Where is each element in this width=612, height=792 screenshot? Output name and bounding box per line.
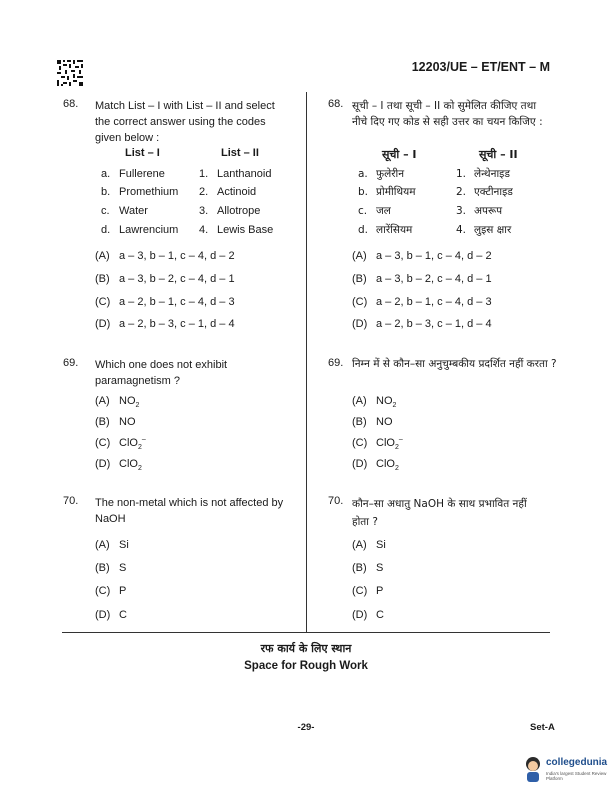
q69-option-c-hi[interactable] <box>352 436 403 452</box>
q68-option-d-en[interactable] <box>95 318 235 330</box>
row-num: 4. <box>456 224 467 236</box>
option-key: (D) <box>352 458 368 470</box>
list-row-hi <box>358 203 502 219</box>
formula-base: ClO <box>119 458 138 470</box>
q69-option-b-hi[interactable] <box>352 416 393 428</box>
option-key: (A) <box>352 539 367 551</box>
option-text: a – 3, b – 2, c – 4, d – 1 <box>376 273 492 285</box>
list2-header-en: List – II <box>221 147 259 159</box>
q68-text-en-line2: the correct answer using the codes <box>95 116 266 128</box>
formula-base: NO <box>119 416 136 428</box>
option-key: (D) <box>352 318 368 330</box>
option-text: a – 3, b – 1, c – 4, d – 2 <box>376 250 492 262</box>
option-text: S <box>119 562 127 574</box>
list1-item: Promethium <box>119 186 179 198</box>
option-key: (A) <box>352 395 367 407</box>
q70-option-a-en[interactable] <box>95 539 129 551</box>
list-row-hi <box>358 222 511 238</box>
list1-header-hi: सूची – I <box>382 148 417 161</box>
row-key: a. <box>358 168 368 180</box>
row-key: d. <box>358 224 369 236</box>
q69-option-d-en[interactable] <box>95 458 142 473</box>
formula-subscript: 2 <box>137 444 142 452</box>
q68-number-en: 68. <box>63 98 79 110</box>
q68-option-c-hi[interactable] <box>352 296 492 308</box>
formula-subscript: 2 <box>137 465 142 473</box>
option-key: (C) <box>352 296 368 308</box>
option-key: (C) <box>352 585 368 597</box>
q70-option-d-en[interactable] <box>95 609 127 621</box>
q68-text-en <box>95 98 300 146</box>
page-number: -29- <box>297 722 315 733</box>
q70-option-b-en[interactable] <box>95 562 126 574</box>
option-key: (B) <box>352 416 367 428</box>
q68-text-hi <box>352 98 562 130</box>
q69-text-en-line1: Which one does not exhibit <box>95 359 228 371</box>
q68-option-d-hi[interactable] <box>352 318 492 330</box>
rough-work-label-hi: रफ कार्य के लिए स्थान <box>260 642 352 655</box>
row-num: 4. <box>199 224 209 236</box>
q68-text-hi-line2: नीचे दिए गए कोड से सही उत्तर का चयन किजिए : <box>352 116 543 128</box>
row-key: c. <box>101 205 110 217</box>
list2-item: Allotrope <box>217 205 261 217</box>
q69-option-c-en[interactable] <box>95 436 146 452</box>
q68-option-b-en[interactable] <box>95 273 235 285</box>
formula-base: ClO <box>376 437 395 449</box>
list2-item: लुइस क्षार <box>474 224 512 236</box>
option-key: (D) <box>95 318 111 330</box>
option-key: (C) <box>95 585 111 597</box>
formula-base: ClO <box>376 458 395 470</box>
q69-number-en: 69. <box>63 357 79 369</box>
option-key: (B) <box>95 273 110 285</box>
list1-item: Fullerene <box>119 168 165 180</box>
row-key: d. <box>101 224 111 236</box>
q70-option-a-hi[interactable] <box>352 539 386 551</box>
formula-subscript: 2 <box>394 444 399 452</box>
formula-superscript: – <box>141 436 146 444</box>
list1-item: लारेंसियम <box>376 224 413 236</box>
row-num: 3. <box>456 205 467 217</box>
formula-base: ClO <box>119 437 138 449</box>
q70-option-c-hi[interactable] <box>352 585 383 597</box>
option-key: (C) <box>352 437 368 449</box>
list2-item: Actinoid <box>217 186 257 198</box>
q70-option-c-en[interactable] <box>95 585 126 597</box>
qr-code <box>57 60 83 86</box>
set-label: Set-A <box>530 722 555 733</box>
q70-option-d-hi[interactable] <box>352 609 384 621</box>
option-key: (A) <box>352 250 367 262</box>
list1-item: जल <box>376 205 391 217</box>
row-key: b. <box>358 186 369 198</box>
logo-tagline: India's largest Student Review Platform <box>546 771 607 781</box>
row-key: c. <box>358 205 368 217</box>
list1-item: Water <box>119 205 148 217</box>
option-text: P <box>376 585 384 597</box>
row-num: 2. <box>199 186 209 198</box>
q68-text-en-line3: given below : <box>95 132 160 144</box>
option-key: (C) <box>95 296 111 308</box>
list1-item: फुलेरीन <box>376 168 405 180</box>
list2-item: Lanthanoid <box>217 168 272 180</box>
list1-item: Lawrencium <box>119 224 179 236</box>
option-text: C <box>119 609 127 621</box>
option-key: (B) <box>95 416 110 428</box>
list-row-en <box>101 166 271 182</box>
q69-number-hi: 69. <box>328 357 344 369</box>
option-text: Si <box>119 539 129 551</box>
option-key: (D) <box>95 458 111 470</box>
option-text: a – 2, b – 1, c – 4, d – 3 <box>119 296 235 308</box>
q70-option-b-hi[interactable] <box>352 562 383 574</box>
q68-text-hi-line1: सूची – I तथा सूची – II को सुमेलित कीजिए तथा <box>352 100 537 112</box>
row-num: 1. <box>456 168 467 180</box>
option-key: (A) <box>95 250 110 262</box>
formula-base: NO <box>376 416 393 428</box>
option-text: a – 3, b – 2, c – 4, d – 1 <box>119 273 235 285</box>
formula-subscript: 2 <box>392 402 397 410</box>
option-key: (B) <box>95 562 110 574</box>
row-key: b. <box>101 186 111 198</box>
option-key: (C) <box>95 437 111 449</box>
option-text: a – 3, b – 1, c – 4, d – 2 <box>119 250 235 262</box>
q70-text-en <box>95 495 305 527</box>
list2-item: लेन्थेनाइड <box>474 168 510 180</box>
row-num: 2. <box>456 186 467 198</box>
option-text: a – 2, b – 3, c – 1, d – 4 <box>376 318 492 330</box>
q68-option-a-en[interactable] <box>95 250 235 262</box>
q68-option-b-hi[interactable] <box>352 273 492 285</box>
option-key: (D) <box>95 609 111 621</box>
option-text: P <box>119 585 127 597</box>
q68-text-en-line1: Match List – I with List – II and select <box>95 100 275 112</box>
q68-number-hi: 68. <box>328 98 344 110</box>
q68-option-c-en[interactable] <box>95 296 235 308</box>
option-text: a – 2, b – 1, c – 4, d – 3 <box>376 296 492 308</box>
q70-number-hi: 70. <box>328 495 344 507</box>
q68-option-a-hi[interactable] <box>352 250 492 262</box>
list-row-hi <box>358 184 513 200</box>
collegedunia-logo[interactable]: collegedunia <box>546 757 608 768</box>
q70-text-hi <box>352 495 562 531</box>
q69-option-a-hi[interactable] <box>352 395 397 410</box>
q69-option-a-en[interactable] <box>95 395 140 410</box>
paper-code: 12203/UE – ET/ENT – M <box>411 60 550 74</box>
q70-text-hi-line1: कौन–सा अधातु NaOH के साथ प्रभावित नहीं <box>352 498 527 510</box>
q69-option-d-hi[interactable] <box>352 458 399 473</box>
q69-option-b-en[interactable] <box>95 416 136 428</box>
row-key: a. <box>101 168 111 180</box>
list2-item: अपरूप <box>474 205 503 217</box>
option-key: (A) <box>95 395 110 407</box>
option-key: (B) <box>352 562 367 574</box>
list-row-en <box>101 222 273 238</box>
list2-item: एक्टीनाइड <box>474 186 513 198</box>
list2-header-hi: सूची – II <box>479 148 518 161</box>
row-num: 1. <box>199 168 209 180</box>
column-divider <box>306 92 307 632</box>
mascot-icon <box>522 755 544 783</box>
option-text: a – 2, b – 3, c – 1, d – 4 <box>119 318 235 330</box>
list-row-hi <box>358 166 510 182</box>
q70-text-en-line1: The non-metal which is not affected by <box>95 497 284 509</box>
formula-base: NO <box>119 395 136 407</box>
list1-item: प्रोमीथियम <box>376 186 416 198</box>
q70-text-hi-line2: होता ? <box>352 516 378 528</box>
list2-item: Lewis Base <box>217 224 274 236</box>
formula-base: NO <box>376 395 393 407</box>
q69-text-en <box>95 357 300 389</box>
list-row-en <box>101 184 256 200</box>
q70-text-en-line2: NaOH <box>95 513 126 525</box>
option-key: (D) <box>352 609 368 621</box>
q69-text-hi: निम्न में से कौन–सा अनुचुम्बकीय प्रदर्शित नहीं करता ? <box>352 358 557 370</box>
q69-text-en-line2: paramagnetism ? <box>95 375 180 387</box>
row-num: 3. <box>199 205 209 217</box>
option-text: C <box>376 609 384 621</box>
formula-subscript: 2 <box>394 465 399 473</box>
option-key: (A) <box>95 539 110 551</box>
option-key: (B) <box>352 273 367 285</box>
list-row-en <box>101 203 260 219</box>
formula-subscript: 2 <box>135 402 140 410</box>
list1-header-en: List – I <box>125 147 160 159</box>
q70-number-en: 70. <box>63 495 79 507</box>
rough-work-divider <box>62 632 550 633</box>
rough-work-label-en: Space for Rough Work <box>244 660 368 672</box>
formula-superscript: – <box>398 436 403 444</box>
option-text: Si <box>376 539 386 551</box>
option-text: S <box>376 562 384 574</box>
